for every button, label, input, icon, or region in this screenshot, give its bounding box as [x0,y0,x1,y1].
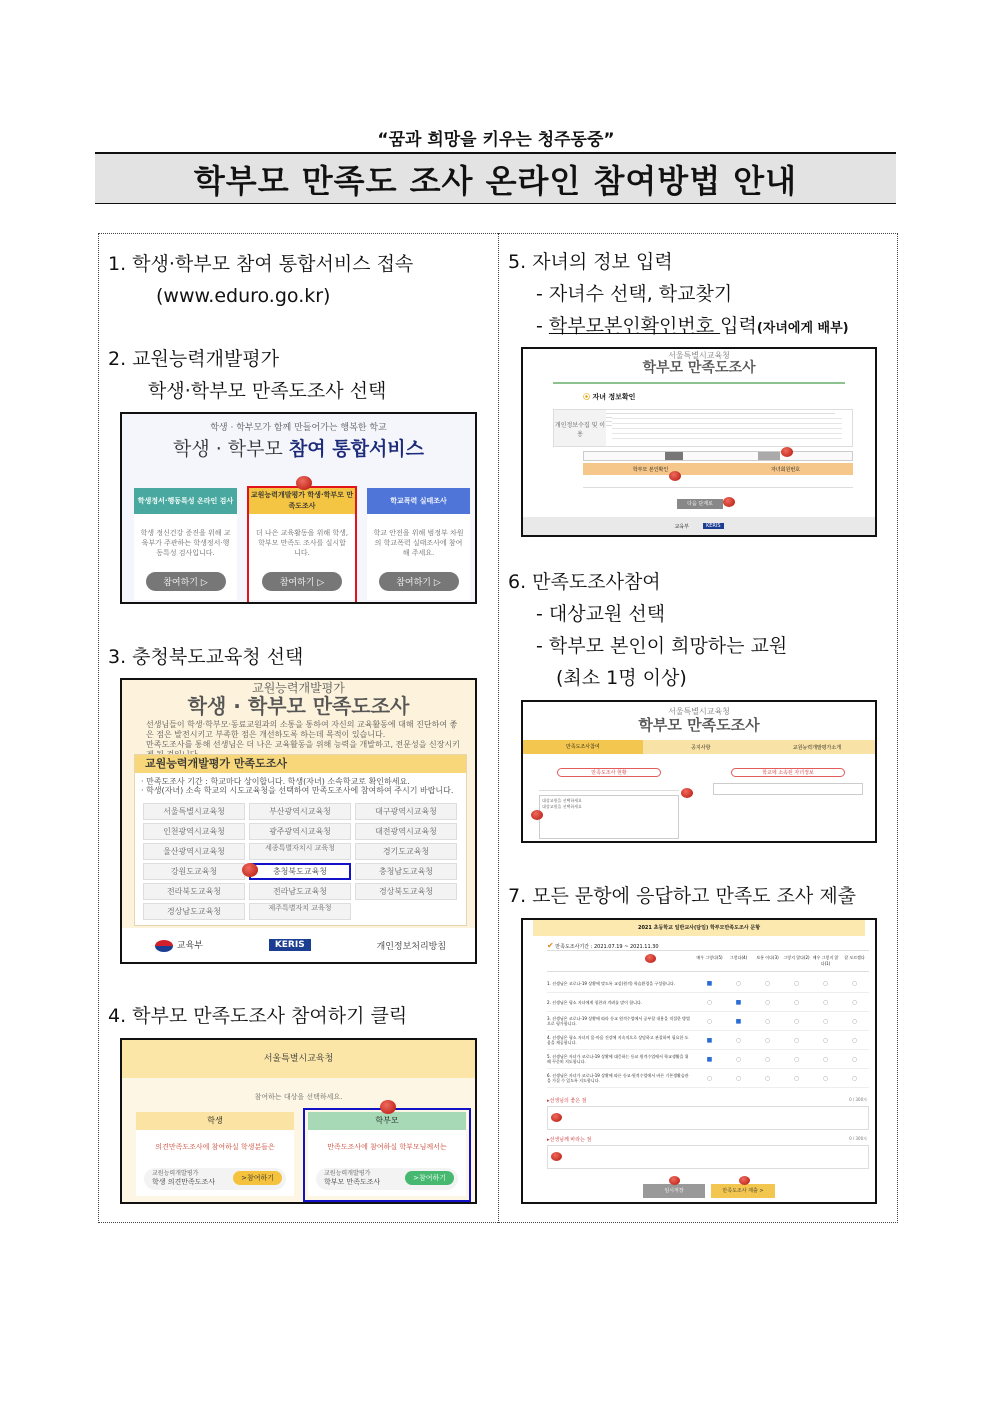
shot4-section: ⦿ 자녀 정보확인 [583,393,636,401]
shot1-card-3-button[interactable]: 참여하기 ▷ [379,572,459,591]
shot4-col-1: 학부모 본인확인 [632,466,669,473]
shot3-pointer-icon [380,1100,396,1114]
radio-icon[interactable]: ○ [851,1036,858,1044]
shot1-title-plain: 학생 · 학부모 [172,438,289,460]
screenshot-child-info [521,347,877,537]
shot5-tab-1[interactable]: 만족도조사참여 [523,740,643,754]
shot5-pointer-icon-1 [681,788,693,798]
shot1-card-3-head: 학교폭력 실태조사 [367,488,470,514]
shot4-title: 학부모 만족도조사 [642,360,756,376]
radio-icon[interactable]: ○ [764,1017,771,1025]
shot6-good-count: 0 / 300자 [849,1097,867,1102]
shot5-sup: 서울특별시교육청 [668,707,730,716]
shot4-footer-keris: KERIS [703,523,724,529]
step-4-title: 4. 학부모 만족도조사 참여하기 클릭 [108,1005,408,1027]
shot6-wish-count: 0 / 300자 [849,1136,867,1141]
shot3-student-label: 학생 의견만족도조사 [152,1178,216,1186]
shot6-pointer-icon-3 [551,1152,562,1161]
shot4-left-label: 개인정보수집 및 이용 [554,410,606,446]
shot1-card-2-body: 더 나은 교육활동을 위해 학생, 학부모 만족도 조사를 실시합니다. [255,529,349,557]
shot6-scale-0: 잘 모르겠다 [844,955,865,960]
radio-icon[interactable]: ○ [851,1074,858,1082]
office-jeonbuk[interactable]: 전라북도교육청 [143,883,245,900]
radio-icon[interactable]: ○ [851,1055,858,1063]
radio-icon[interactable]: ○ [822,1036,829,1044]
shot3-parent-sub: 교원능력개발평가 [324,1170,371,1177]
step-3-title: 3. 충청북도교육청 선택 [108,646,304,668]
question-row [547,1050,869,1069]
step-6 [508,566,787,694]
radio-icon[interactable]: ○ [793,1074,800,1082]
office-daegu[interactable]: 대구광역시교육청 [355,803,457,820]
radio-icon[interactable]: ○ [706,998,713,1006]
shot1-title [122,434,475,461]
shot5-teacher-list[interactable] [539,795,679,839]
radio-icon[interactable]: ○ [764,1055,771,1063]
step-6-title: 6. 만족도조사참여 [508,571,661,593]
shot6-good-label: ▸선생님의 좋은 점 [547,1098,587,1104]
radio-icon[interactable]: ○ [764,1036,771,1044]
shot5-tabs [523,740,875,754]
shot2-sup: 교원능력개발평가 [252,681,345,695]
step-5-title: 5. 자녀의 정보 입력 [508,251,673,273]
radio-icon[interactable]: ○ [822,998,829,1006]
shot3-student-body: 의견만족도조사에 참여하실 학생분들은 [155,1143,275,1151]
office-ulsan[interactable]: 울산광역시교육청 [143,843,245,860]
shot6-pointer-icon-1 [645,954,656,963]
shot2-desc-2: 만족도조사를 통해 선생님은 더 나은 교육활동을 위해 능력을 개발하고, 전문성을 신장시키 [146,740,460,749]
radio-icon[interactable]: ○ [764,979,771,987]
shot6-wish-label: ▸선생님께 바라는 점 [547,1137,592,1143]
question-text: 1. 선생님은 코로나-19 상황에 맞도록 교실(원격) 학습환경을 구성합니다. [547,980,675,986]
shot1-title-bold: 참여 통합서비스 [288,438,425,460]
shot3-prompt: 참여하는 대상을 선택하세요. [254,1093,343,1101]
shot3-parent-label: 학부모 만족도조사 [324,1178,381,1186]
shot6-pointer-icon-2 [551,1113,562,1122]
shot5-pointer-icon-2 [531,810,543,820]
radio-icon[interactable]: ○ [822,1017,829,1025]
shot4-pointer-icon-2 [669,471,681,481]
shot5-item-1[interactable]: 대상교원을 선택하세요 [542,798,582,803]
shot3-highlight-box [303,1108,471,1202]
radio-icon[interactable]: ○ [706,1074,713,1082]
step-7-title: 7. 모든 문항에 응답하고 만족도 조사 제출 [508,885,857,907]
shot2-footer-keris: KERIS [269,939,311,951]
shot2-panel [134,754,467,926]
shot2-desc-1: 선생님들이 학생·학부모·동료교원과의 소통을 통하여 자신의 교육활동에 대해 진단하여 좋은 점은 발전시키고 부족한 점은 개선하도록 하는데 목적이 있습니다. [146,720,458,739]
office-gyeonggi[interactable]: 경기도교육청 [355,843,457,860]
radio-icon[interactable]: ○ [851,1017,858,1025]
shot1-pointer-icon [296,476,312,490]
question-row [547,1031,869,1050]
office-gangwon[interactable]: 강원도교육청 [143,863,245,880]
step-6-item-3: (최소 1명 이상) [556,667,687,689]
shot3-parent-button[interactable]: >참여하기 [405,1171,454,1185]
radio-icon[interactable]: ○ [706,1017,713,1025]
step-4 [108,1000,407,1032]
shot1-card-3-body: 학교 안전을 위해 범정부 차원의 학교폭력 실태조사에 참여해 주세요. [373,529,464,557]
shot1-card-3 [367,488,470,600]
shot6-save-button[interactable]: 임시저장 [643,1184,705,1198]
radio-icon[interactable]: ○ [793,1017,800,1025]
radio-icon[interactable]: ○ [822,1074,829,1082]
question-text: 2. 선생님은 평소 자녀에게 칭찬과 격려를 많이 합니다. [547,999,643,1005]
radio-icon[interactable]: ○ [735,979,742,987]
shot1-card-1-body: 학생 정신건강 증진을 위해 교육부가 주관하는 학생정서·행동특성 검사입니다. [140,529,231,557]
office-gwangju[interactable]: 광주광역시교육청 [249,823,351,840]
shot4-search-button[interactable] [665,452,683,460]
question-text: 3. 선생님은 코로나-19 상황에 따라 등교 원격수업에서 공부할 내용을 적절한 방법으로 평가합니다. [547,1016,690,1026]
shot3-student-row [144,1168,286,1190]
step-5-underlined: 학부모본인확인번호 [548,315,721,337]
shot5-right-head: 학교에 소속된 자녀정보 [731,768,845,777]
office-gyeongbuk[interactable]: 경상북도교육청 [355,883,457,900]
shot4-footer-ministry: 교육부 [674,523,689,530]
question-row [547,1012,869,1031]
shot1-card-1 [134,488,237,600]
shot6-period: ✔ 만족도조사기간 : 2021.07.19 ~ 2021.11.30 [547,941,659,950]
shot2-office-grid [135,801,466,922]
office-gyeongnam[interactable]: 경상남도교육청 [143,903,245,920]
shot5-item-2[interactable]: 대상교원을 선택하세요 [542,804,582,809]
title-box [95,152,896,204]
radio-selected-icon[interactable]: ■ [706,1036,713,1044]
step-6-item-2: - 학부모 본인이 희망하는 교원 [536,635,788,657]
radio-icon[interactable]: ○ [735,1036,742,1044]
question-row [547,993,869,1012]
step-1-url: (www.eduro.go.kr) [156,285,331,307]
radio-icon[interactable]: ○ [793,979,800,987]
shot6-scale-1: 매우 그렇지 않다(1) [812,955,839,966]
shot6-scale-5: 매우 그렇다(5) [696,955,723,960]
office-jeonnam[interactable]: 전라남도교육청 [249,883,351,900]
shot6-title: 2021 초등학교 일반교사(담임) 학부모만족도조사 문항 [533,920,865,936]
shot6-scale-3: 보통 이다(3) [756,955,779,960]
shot1-tagline: 학생 · 학부모가 함께 만들어가는 행복한 학교 [210,423,387,433]
shot5-title: 학부모 만족도조사 [638,716,760,734]
shot5-child-info [713,783,863,795]
step-1-title: 1. 학생·학부모 참여 통합서비스 접속 [108,253,414,275]
radio-selected-icon[interactable]: ■ [706,979,713,987]
question-row [547,974,869,993]
shot3-parent-head: 학부모 [308,1112,466,1130]
ministry-logo-icon [155,940,173,952]
office-jeju[interactable]: 제주특별자치 교육청 [249,903,351,920]
step-5-item-2: - 학부모본인확인번호 입력(자녀에게 배부) [536,315,849,337]
office-busan[interactable]: 부산광역시교육청 [249,803,351,820]
shot1-card-2-head: 교원능력개발평가 학생·학부모 만족도조사 [249,488,355,514]
shot6-pointer-icon-4 [669,1176,680,1185]
radio-selected-icon[interactable]: ■ [706,1055,713,1063]
shot2-footer-ministry: 교육부 [155,938,203,952]
shot5-left-head: 만족도조사 현황 [557,768,661,777]
shot2-footer-privacy[interactable]: 개인정보처리방침 [376,941,447,952]
shot2-panel-title: 교원능력개발평가 만족도조사 [135,755,466,773]
shot2-notes [135,773,466,801]
radio-icon[interactable]: ○ [764,998,771,1006]
page-title: 학부모 만족도 조사 온라인 참여방법 안내 [193,161,798,200]
shot6-pointer-icon-5 [739,1176,750,1185]
question-row [547,1069,869,1088]
shot1-highlight-box [247,486,357,604]
column-divider [498,233,499,1223]
step-1 [108,248,413,312]
shot4-pointer-icon-3 [723,497,735,507]
step-7 [508,880,856,912]
slogan: “꿈과 희망을 키우는 청주동중” [377,130,615,150]
shot2-footer [122,928,477,962]
shot6-scale-header [547,950,869,972]
step-3 [108,641,303,673]
shot6-scale-4: 그렇다(4) [729,955,748,960]
shot2-pointer-icon [242,863,258,877]
shot2-note-1: · 만족도조사 기간 : 학교마다 상이합니다. 학생(자녀) 소속학교로 확인하세요. [141,777,410,786]
step-6-item-1: - 대상교원 선택 [536,603,666,625]
shot6-question-list [547,974,869,1088]
shot5-right-panel [713,768,863,798]
radio-icon[interactable]: ○ [851,979,858,987]
step-2-title: 2. 교원능력개발평가 [108,348,279,370]
question-text: 6. 선생님은 자녀가 코로나-19 상황에 따른 등교·원격수업에서 바른 기본생활습관을 가질 수 있도록 지도합니다. [547,1073,689,1083]
office-daejeon[interactable]: 대전광역시교육청 [355,823,457,840]
shot6-submit-button[interactable]: 만족도조사 제출 > [711,1184,775,1198]
shot3-student-head: 학생 [136,1112,294,1130]
shot4-table-row[interactable] [583,476,853,488]
radio-icon[interactable]: ○ [851,998,858,1006]
office-sejong[interactable]: 세종특별자치시 교육청 [249,843,351,860]
shot5-tab-2[interactable]: 공지사항 [691,744,711,751]
shot3-parent-body: 만족도조사에 참여하실 학부모님께서는 [327,1143,447,1151]
radio-icon[interactable]: ○ [793,998,800,1006]
radio-icon[interactable]: ○ [764,1074,771,1082]
shot6-wish-textarea[interactable] [547,1145,869,1169]
radio-icon[interactable]: ○ [735,1055,742,1063]
step-2-sub: 학생·학부모 만족도조사 선택 [148,380,387,402]
question-text: 5. 선생님은 자녀가 코로나-19 상황에 대응하는 등교 원격수업에서 학교생활을 위해 꾸준히 지도합니다. [547,1054,689,1064]
shot4-col-2: 자녀회원번호 [771,466,800,473]
step-5-item-1: - 자녀수 선택, 학교찾기 [536,283,733,305]
radio-icon[interactable]: ○ [822,979,829,987]
screenshot-office-selection [120,678,477,964]
shot3-header: 서울특별시교육청 [122,1040,475,1078]
shot4-table-head [583,463,853,475]
radio-icon[interactable]: ○ [793,1036,800,1044]
question-text: 4. 선생님은 평소 자녀의 몸·마음 건강에 지속적으로 상담하고 관찰하여 필요한 도움을 제공합니다. [547,1035,689,1045]
shot2-title: 학생 · 학부모 만족도조사 [187,694,410,718]
radio-selected-icon[interactable]: ■ [735,1017,742,1025]
screenshot-target-selection [120,1038,477,1204]
shot4-pointer-icon-1 [781,447,793,457]
shot2-note-2: · 학생(자녀) 소속 학교의 시도교육청을 선택하여 만족도조사에 참여하여 주시기 바랍니다. [141,786,454,795]
shot3-student-sub: 교원능력개발평가 [152,1170,199,1177]
shot1-card-1-button[interactable]: 참여하기 ▷ [146,572,226,591]
office-chungnam[interactable]: 충청남도교육청 [355,863,457,880]
office-chungbuk[interactable]: 충청북도교육청 [249,863,351,880]
radio-icon[interactable]: ○ [822,1055,829,1063]
shot4-sup: 서울특별시교육청 [668,351,730,360]
shot5-tab-3[interactable]: 교원능력개발평가소개 [792,744,842,751]
shot1-card-2-button[interactable]: 참여하기 ▷ [262,572,342,591]
radio-icon[interactable]: ○ [735,1074,742,1082]
office-incheon[interactable]: 인천광역시교육청 [143,823,245,840]
office-seoul[interactable]: 서울특별시교육청 [143,803,245,820]
radio-selected-icon[interactable]: ■ [735,998,742,1006]
shot4-input-button[interactable] [758,452,780,460]
shot3-student-card [136,1112,294,1196]
screenshot-survey-participation [521,700,877,843]
shot4-input-row[interactable] [583,451,853,461]
shot4-next-button[interactable]: 다음 단계로 [677,499,723,509]
step-2 [108,343,386,407]
shot6-scale-2: 그렇지 않다(2) [783,955,810,960]
step-5 [508,246,849,345]
shot4-footer [523,517,875,535]
screenshot-questionnaire [521,918,877,1204]
shot5-left-panel [539,768,679,838]
step-5-note: (자녀에게 배부) [756,321,849,336]
shot6-good-textarea[interactable] [547,1106,869,1130]
radio-icon[interactable]: ○ [793,1055,800,1063]
screenshot-integrated-service [120,412,477,604]
shot4-consent-box [553,409,853,447]
shot1-card-1-head: 학생정서·행동특성 온라인 검사 [134,488,237,514]
shot3-student-button[interactable]: >참여하기 [233,1171,282,1185]
